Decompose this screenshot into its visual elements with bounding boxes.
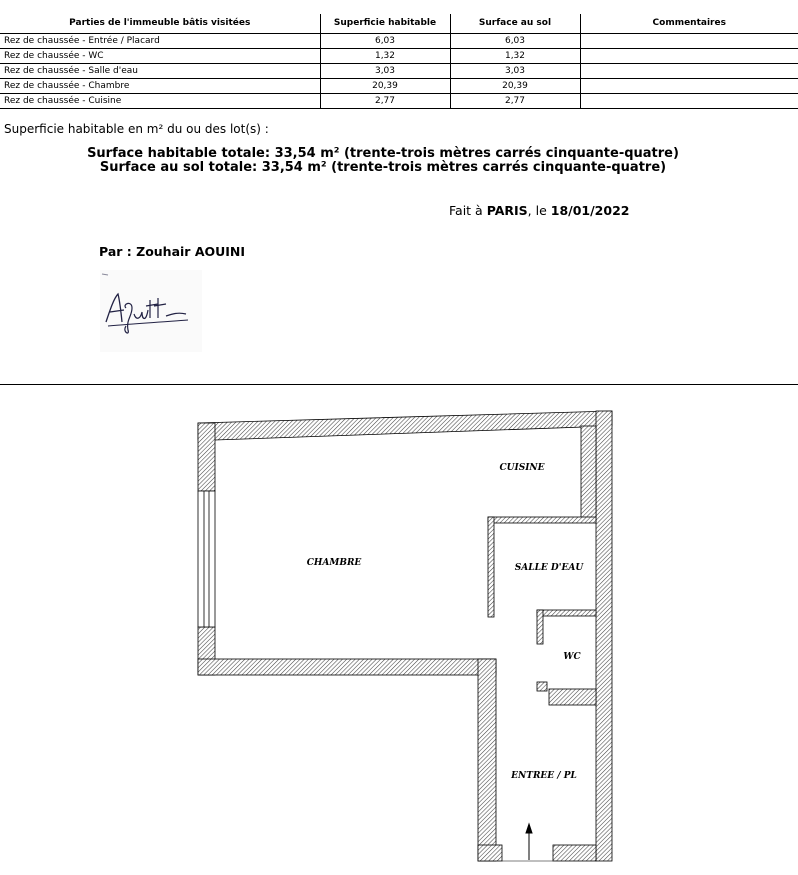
cell-sol: 20,39	[450, 79, 580, 94]
left-wall-upper	[198, 423, 215, 491]
table-header-row	[0, 14, 798, 34]
room-label-entree: ENTREE / PL	[511, 771, 577, 781]
cell-habitable: 6,03	[320, 34, 450, 49]
cell-part: Rez de chaussée - Entrée / Placard	[0, 34, 320, 49]
table-row	[0, 94, 798, 109]
kitchen-partition-vertical	[581, 426, 596, 519]
bottom-wall	[198, 659, 496, 675]
section-divider	[0, 384, 798, 385]
bath-wall-left	[488, 517, 494, 617]
cell-comment	[580, 94, 798, 109]
signatory: Par : Zouhair AOUINI	[99, 244, 246, 259]
cell-habitable: 1,32	[320, 49, 450, 64]
cell-comment	[580, 49, 798, 64]
wc-partition-bottom	[549, 689, 596, 705]
total-sol: Surface au sol totale: 33,54 m² (trente-trois mètres carrés cinquante-quatre)	[99, 160, 667, 175]
header-parties: Parties de l'immeuble bâtis visitées	[0, 14, 320, 34]
cell-habitable: 20,39	[320, 79, 450, 94]
surface-table	[0, 14, 798, 109]
header-surface-au-sol: Surface au sol	[450, 14, 580, 34]
entry-wall-left	[478, 845, 502, 861]
cell-sol: 2,77	[450, 94, 580, 109]
table-row	[0, 49, 798, 64]
cell-part: Rez de chaussée - Cuisine	[0, 94, 320, 109]
cell-sol: 1,32	[450, 49, 580, 64]
floor-plan	[0, 400, 798, 875]
place-date	[449, 203, 629, 218]
date: 18/01/2022	[550, 203, 630, 218]
cell-sol: 6,03	[450, 34, 580, 49]
city: PARIS	[486, 203, 528, 218]
fait-prefix: Fait à	[449, 203, 487, 218]
handwritten-signature	[100, 270, 202, 352]
cell-part: Rez de chaussée - Salle d'eau	[0, 64, 320, 79]
cell-habitable: 3,03	[320, 64, 450, 79]
window	[198, 491, 215, 627]
top-wall	[198, 411, 612, 440]
header-commentaires: Commentaires	[580, 14, 798, 34]
walls	[198, 411, 612, 861]
wc-door-stub	[537, 682, 547, 691]
entry-arrow-icon	[526, 824, 532, 860]
cell-comment	[580, 79, 798, 94]
wc-wall-left	[537, 610, 543, 644]
room-label-salle-eau: SALLE D'EAU	[514, 563, 584, 573]
entry-wall-right	[553, 845, 596, 861]
table-row	[0, 34, 798, 49]
total-habitable: Surface habitable totale: 33,54 m² (trente-trois mètres carrés cinquante-quatre)	[87, 146, 679, 161]
kitchen-partition	[488, 517, 596, 523]
wc-partition	[537, 610, 596, 616]
cell-comment	[580, 34, 798, 49]
right-outer-wall	[596, 411, 612, 861]
cell-comment	[580, 64, 798, 79]
cell-sol: 3,03	[450, 64, 580, 79]
header-superficie-habitable: Superficie habitable	[320, 14, 450, 34]
room-label-cuisine: CUISINE	[499, 463, 545, 473]
inner-vertical-wall	[478, 659, 496, 861]
cell-part: Rez de chaussée - Chambre	[0, 79, 320, 94]
cell-part: Rez de chaussée - WC	[0, 49, 320, 64]
surface-intro: Superficie habitable en m² du ou des lot(s) :	[4, 122, 269, 136]
table-row	[0, 79, 798, 94]
table-row	[0, 64, 798, 79]
cell-habitable: 2,77	[320, 94, 450, 109]
date-prefix: , le	[527, 203, 551, 218]
room-label-chambre: CHAMBRE	[306, 558, 362, 568]
room-label-wc: WC	[563, 652, 581, 662]
